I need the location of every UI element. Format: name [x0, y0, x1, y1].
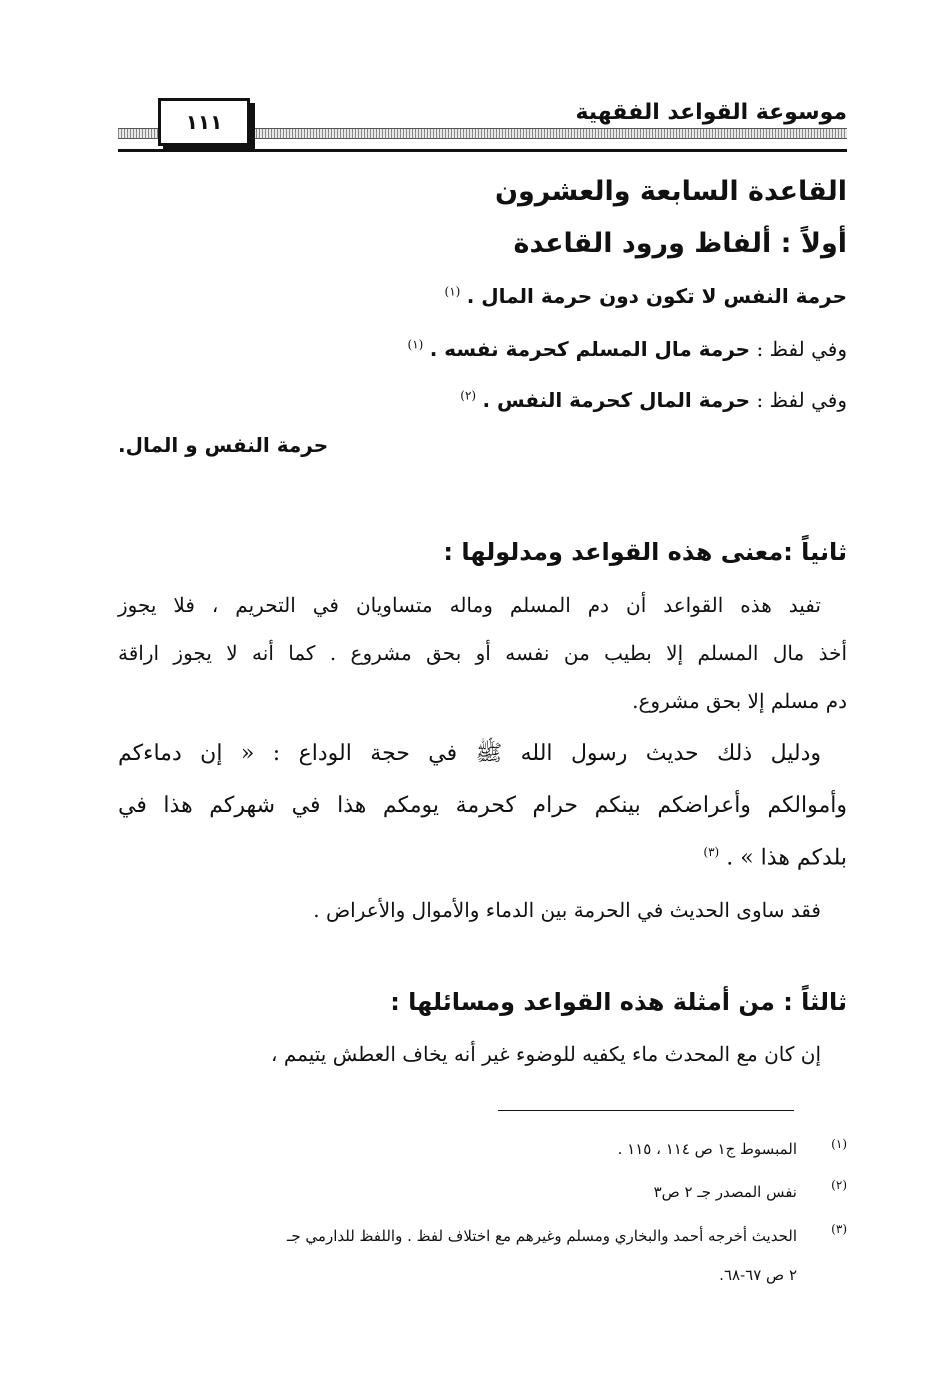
- rule-wording-3: [460, 388, 847, 412]
- meaning-line-2: أخذ مال المسلم إلا بطيب من نفسه أو بحق مشروع . كما أنه لا يجوز اراقة: [118, 641, 847, 665]
- page-number: ١١١: [185, 110, 223, 134]
- evidence-line-1: ودليل ذلك حديث رسول الله ﷺ في حجة الوداع : « إن دماءكم: [118, 741, 821, 766]
- evidence-line-3: [703, 845, 847, 870]
- footnote-ref: (١): [444, 284, 461, 299]
- wording-prefix: وفي لفظ :: [756, 388, 847, 412]
- conclusion-line: فقد ساوى الحديث في الحرمة بين الدماء والأموال والأعراض .: [313, 898, 821, 922]
- footnote-1: المبسوط ج١ ص ١١٤ ، ١١٥ .: [617, 1140, 797, 1158]
- footnote-ref: (١): [407, 337, 424, 352]
- rule-wording-2: [408, 337, 847, 361]
- section-heading-examples: ثالثاً : من أمثلة هذه القواعد ومسائلها :: [390, 988, 847, 1016]
- footnote-ref: (٢): [460, 388, 477, 403]
- rule-text: حرمة النفس لا تكون دون حرمة المال .: [466, 284, 847, 308]
- section-heading-wording: أولاً : ألفاظ ورود القاعدة: [513, 228, 847, 259]
- footnote-3-cont: ٢ ص ٦٧-٦٨.: [719, 1266, 797, 1284]
- example-line-1: إن كان مع المحدث ماء يكفيه للوضوء غير أنه يخاف العطش يتيمم ،: [271, 1042, 821, 1066]
- rule-title: القاعدة السابعة والعشرون: [494, 176, 847, 207]
- footnote-separator: [498, 1110, 794, 1111]
- page-number-box: [158, 98, 250, 146]
- rule-text: حرمة مال المسلم كحرمة نفسه .: [429, 337, 751, 361]
- wording-prefix: وفي لفظ :: [756, 337, 847, 361]
- header-rule: [118, 149, 847, 152]
- footnote-number: (٣): [831, 1222, 847, 1236]
- footnote-number: (٢): [831, 1178, 847, 1192]
- evidence-line-2: وأموالكم وأعراضكم بينكم حرام كحرمة يومكم هذا في شهركم هذا في: [118, 793, 847, 818]
- meaning-line-3: دم مسلم إلا بحق مشروع.: [632, 689, 847, 713]
- footnote-2: نفس المصدر جـ ٢ ص٣: [653, 1183, 797, 1201]
- footnote-number: (١): [831, 1137, 847, 1151]
- hadith-end: بلدكم هذا » .: [726, 845, 847, 871]
- rule-wording-4: حرمة النفس و المال.: [118, 433, 329, 457]
- rule-text: حرمة المال كحرمة النفس .: [482, 388, 751, 412]
- footnote-3: الحديث أخرجه أحمد والبخاري ومسلم وغيرهم مع اختلاف لفظ . واللفظ للدارمي جـ: [286, 1227, 797, 1245]
- book-title: موسوعة القواعد الفقهية: [575, 100, 847, 125]
- section-heading-meaning: ثانياً :معنى هذه القواعد ومدلولها :: [443, 538, 847, 566]
- meaning-line-1: تفيد هذه القواعد أن دم المسلم وماله متساويان في التحريم ، فلا يجوز: [118, 593, 821, 617]
- rule-wording-1: [445, 284, 848, 308]
- footnote-ref: (٣): [703, 845, 720, 859]
